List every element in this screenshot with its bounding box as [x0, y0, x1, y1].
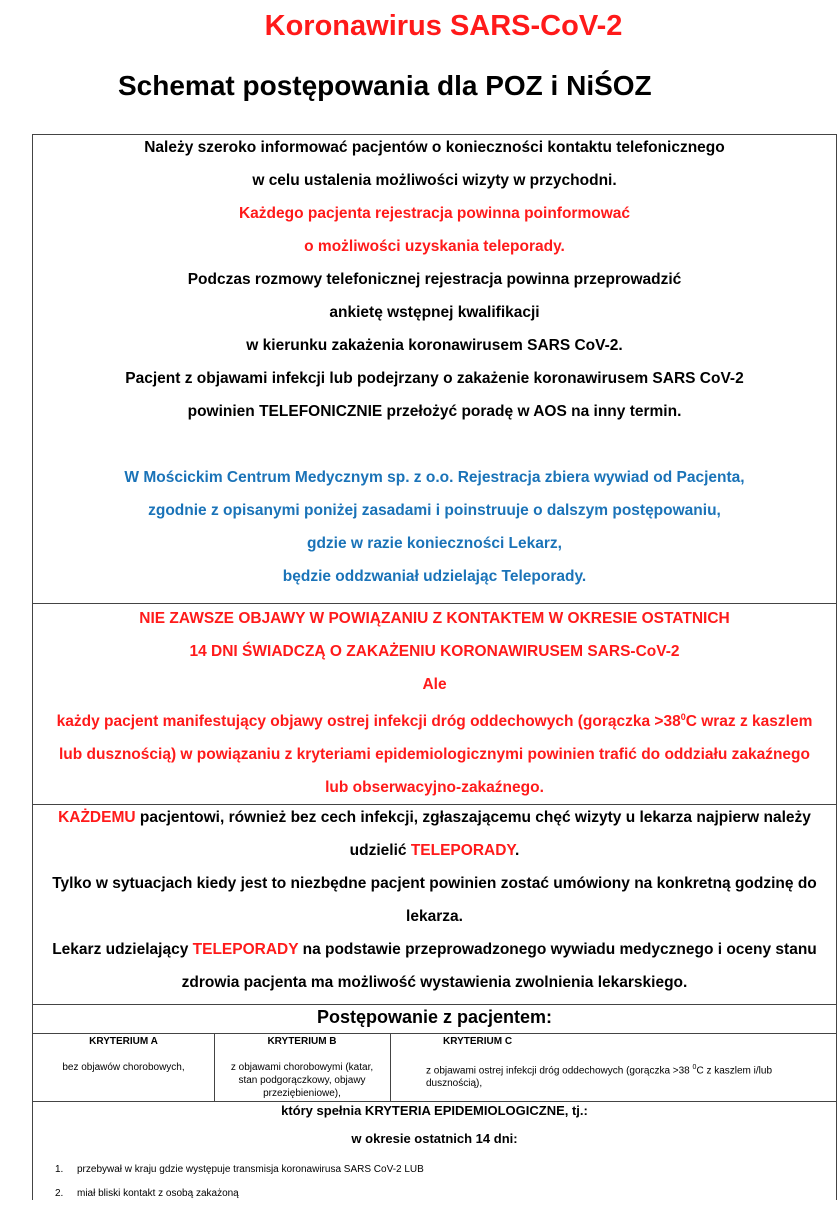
- warning-line: Ale: [422, 676, 447, 693]
- epidemiology-section: [33, 1102, 836, 1201]
- info-line: Podczas rozmowy telefonicznej rejestracja powinna przeprowadzić: [187, 271, 682, 288]
- info-line: Pacjent z objawami infekcji lub podejrzany o zakażenie koronawirusem SARS CoV-2: [125, 370, 744, 387]
- info-line: zgodnie z opisanymi poniżej zasadami i poinstruuje o dalszym postępowaniu,: [148, 502, 721, 519]
- teleporady-line: udzielić TELEPORADY.: [349, 842, 520, 859]
- info-line: będzie oddzwaniał udzielając Teleporady.: [282, 568, 587, 585]
- criterion-c: [391, 1034, 836, 1102]
- info-line: W Mościckim Centrum Medycznym sp. z o.o. Rejestracja zbiera wywiad od Pacjenta,: [124, 469, 745, 486]
- info-line: o możliwości uzyskania teleporady.: [304, 238, 565, 255]
- warning-line: lub dusznością) w powiązaniu z kryteriami epidemiologicznymi powinien trafić do oddziału zakaźnego: [58, 746, 810, 764]
- criterion-c-head: KRYTERIUM C: [443, 1036, 513, 1047]
- criterion-a: [33, 1034, 215, 1102]
- warning-line: lub obserwacyjno-zakaźnego.: [325, 779, 544, 797]
- teleporady-line: lekarza.: [406, 908, 463, 925]
- teleporady-section: [33, 805, 836, 1005]
- criteria-section: [33, 1005, 836, 1102]
- list-item: 1. przebywał w kraju gdzie występuje transmisja koronawirusa SARS CoV-2 LUB: [55, 1164, 424, 1175]
- criterion-b-body: z objawami chorobowymi (katar, stan podgorączkowy, objawy przeziębieniowe),: [230, 1062, 374, 1099]
- epidemiology-heading: który spełnia KRYTERIA EPIDEMIOLOGICZNE, tj.:: [281, 1103, 588, 1118]
- list-item: 2. miał bliski kontakt z osobą zakażoną: [55, 1188, 239, 1199]
- info-section: [33, 135, 836, 604]
- teleporady-line: Tylko w sytuacjach kiedy jest to niezbędne pacjent powinien zostać umówiony na konkretną godzinę do: [52, 875, 817, 892]
- criterion-c-body: z objawami ostrej infekcji dróg oddechowych (gorączka >38 $^0$C z kaszlem i/lub dusznością),: [426, 1064, 773, 1090]
- info-line: w kierunku zakażenia koronawirusem SARS CoV-2.: [246, 337, 623, 354]
- teleporady-line: Lekarz udzielający TELEPORADY na podstawie przeprowadzonego wywiadu medycznego i oceny stanu: [52, 941, 817, 958]
- teleporady-line: zdrowia pacjenta ma możliwość wystawienia zwolnienia lekarskiego.: [181, 974, 688, 991]
- info-line: gdzie w razie konieczności Lekarz,: [307, 535, 562, 552]
- document-subtitle: Schemat postępowania dla POZ i NiŚOZ: [118, 70, 652, 101]
- warning-line: NIE ZAWSZE OBJAWY W POWIĄZANIU Z KONTAKTEM W OKRESIE OSTATNICH: [139, 610, 730, 627]
- warning-line: 14 DNI ŚWIADCZĄ O ZAKAŻENIU KORONAWIRUSEM SARS-CoV-2: [189, 643, 680, 660]
- warning-line: każdy pacjent manifestujący objawy ostrej infekcji dróg oddechowych (gorączka $>38^0C$ wraz z kaszlem: [56, 712, 813, 731]
- criterion-b-head: KRYTERIUM B: [267, 1036, 337, 1047]
- info-line: Każdego pacjenta rejestracja powinna poinformować: [238, 205, 631, 222]
- epidemiology-period: w okresie ostatnich 14 dni:: [351, 1131, 518, 1146]
- criteria-row: [33, 1033, 836, 1102]
- criterion-b: [214, 1034, 391, 1102]
- criteria-title: Postępowanie z pacjentem:: [316, 1007, 553, 1027]
- info-line: Należy szeroko informować pacjentów o konieczności kontaktu telefonicznego: [144, 139, 725, 156]
- info-line: powinien TELEFONICZNIE przełożyć poradę w AOS na inny termin.: [187, 403, 682, 420]
- info-line-blank: [33, 428, 836, 461]
- document-title: Koronawirus SARS-CoV-2: [264, 10, 623, 42]
- info-line: ankietę wstępnej kwalifikacji: [329, 304, 540, 321]
- epidemiology-list: [55, 1158, 424, 1206]
- info-line: w celu ustalenia możliwości wizyty w przychodni.: [252, 172, 617, 189]
- criterion-a-head: KRYTERIUM A: [89, 1036, 158, 1047]
- content-frame: [32, 134, 837, 1200]
- warning-section: [33, 604, 836, 805]
- teleporady-line: KAŻDEMU pacjentowi, również bez cech infekcji, zgłaszającemu chęć wizyty u lekarza najpierw należy: [58, 809, 811, 826]
- criterion-a-body: bez objawów chorobowych,: [62, 1062, 185, 1073]
